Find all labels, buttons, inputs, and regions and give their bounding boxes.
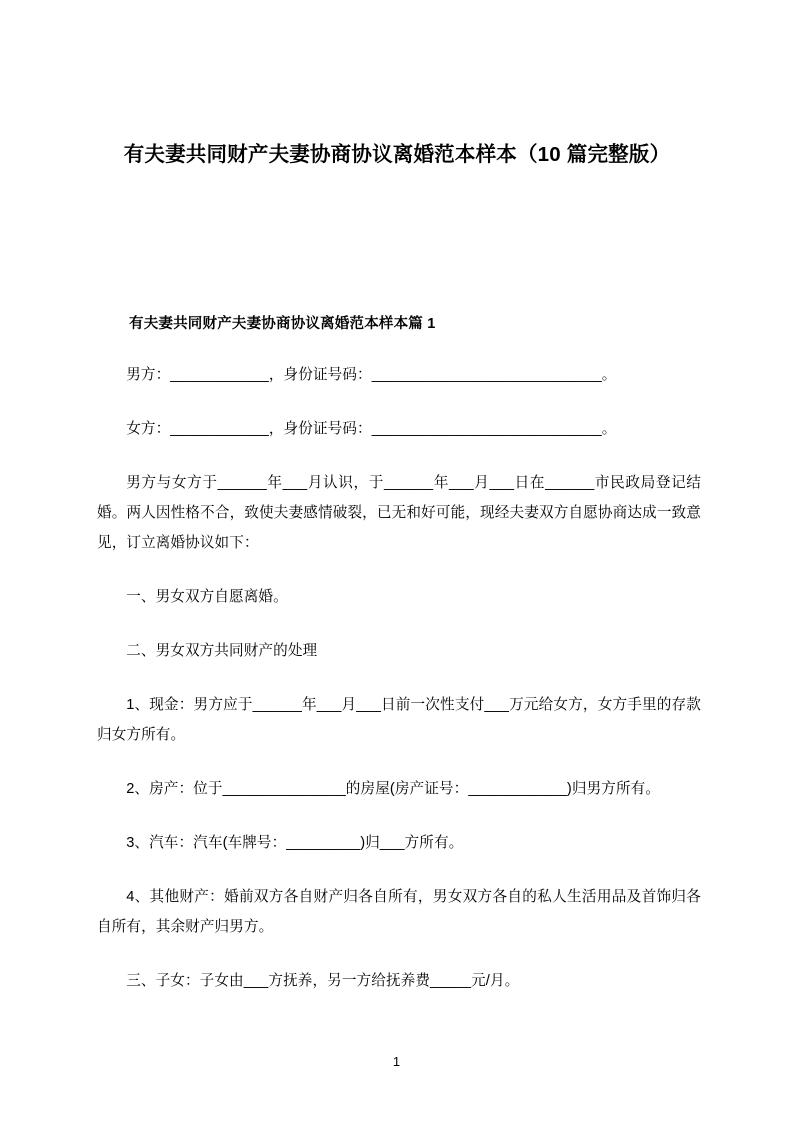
- page-number: 1: [392, 1054, 401, 1069]
- paragraph-male-party: 男方：____________，身份证号码：____________________________。: [126, 367, 617, 383]
- paragraph-clause-one: 一、男女双方自愿离婚。: [126, 589, 288, 605]
- paragraph-item-other-assets: 4、其他财产：婚前双方各自财产归各自所有，男女双方各自的私人生活用品及首饰归各自所有，其余财产归男方。: [97, 889, 701, 935]
- paragraph-item-property: 2、房产：位于_______________的房屋(房产证号：____________)归男方所有。: [126, 781, 661, 797]
- paragraph-female-party: 女方：____________，身份证号码：____________________________。: [126, 421, 617, 437]
- section-heading: 有夫妻共同财产夫妻协商协议离婚范本样本篇 1: [129, 316, 436, 332]
- paragraph-clause-two: 二、男女双方共同财产的处理: [126, 643, 318, 659]
- paragraph-clause-three: 三、子女：子女由___方抚养，另一方给抚养费_____元/月。: [126, 973, 520, 989]
- page-title: 有夫妻共同财产夫妻协商协议离婚范本样本（10 篇完整版）: [123, 143, 671, 166]
- paragraph-item-cash: 1、现金：男方应于______年___月___日前一次性支付___万元给女方，女方手里的存款归女方所有。: [97, 697, 701, 743]
- paragraph-marriage-background: 男方与女方于______年___月认识，于______年___月___日在______市民政局登记结婚。两人因性格不合，致使夫妻感情破裂，已无和好可能，现经夫妻双方自愿协商达成一致意见，订立离婚协议如下：: [97, 475, 701, 551]
- paragraph-item-car: 3、汽车：汽车(车牌号：_________)归___方所有。: [126, 835, 464, 851]
- document-body: [97, 312, 701, 996]
